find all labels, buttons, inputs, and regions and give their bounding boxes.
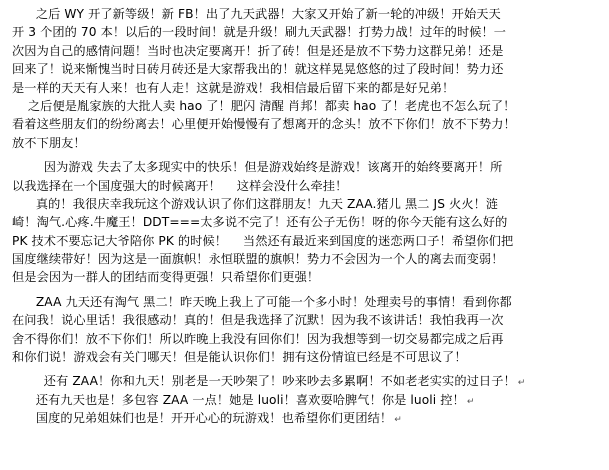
text-line: 以我选择在一个国度强大的时候离开！ 这样会没什么牵挂！ <box>12 178 348 193</box>
paragraph-mark-icon: ↵ <box>394 415 402 426</box>
text-line: 和你们说！游戏会有关门哪天！但是能认识你们！拥有这份情谊已经是不可思议了！ <box>12 350 467 365</box>
text-line: 放不下朋友！ <box>12 135 86 150</box>
paragraph <box>12 5 602 97</box>
text-line: 之后便是胤家族的大批人卖 hao 了！肥闪 清醒 肖邦！都卖 hao 了！老虎也不怎么玩了！ <box>12 98 516 113</box>
text-line: 是一样的天天有人来！也有人走！这就是游戏！我相信最后留下来的都是好兄弟！ <box>12 80 455 95</box>
paragraph <box>12 158 602 195</box>
text-line: 回来了！说来惭愧当时日砖月砖还是大家帮我出的！就这样晃晃悠悠的过了段时间！势力还 <box>12 62 504 77</box>
paragraph <box>12 293 602 367</box>
document-body <box>12 5 602 428</box>
paragraph-mark-icon: ↵ <box>466 396 475 407</box>
text-line: 次因为自己的感情问题！当时也决定要离开！折了砖！但是还是放不下势力这群兄弟！还是 <box>12 43 504 58</box>
paragraph <box>12 372 602 390</box>
text-line <box>12 409 602 427</box>
paragraph-mark-icon: ↵ <box>517 378 526 389</box>
text-line: PK 技术不要忘记大爷陪你 PK 的时候！ 当然还有最近来到国度的迷恋两口子！希望你们把 <box>12 233 514 248</box>
line-text: 还有九天也是！多包容 ZAA 一点！她是 luoli！喜欢耍哈脾气！你是 luoli 控！ <box>12 392 465 407</box>
text-line: 开 3 个团的 70 本！以后的一段时间！就是升级！刷九天武器！打势力战！过年的时候！一 <box>12 25 507 40</box>
text-line: 崎！淘气.心疼.牛魔王！DDT===太多说不完了！还有公子无伤！呀的你今天能有这么好的 <box>12 215 508 230</box>
text-line: 真的！我很庆幸我玩这个游戏认识了你们这群朋友！九天 ZAA.猪儿 黑二 JS 火火！涟 <box>12 196 499 211</box>
line-text: 国度的兄弟姐妹们也是！开开心心的玩游戏！也希望你们更团结！ <box>12 411 393 426</box>
text-line: 舍不得你们！放不下你们！所以昨晚上我没有回你们！因为我想等到一切交易都完成之后再 <box>12 331 504 346</box>
text-line: 看着这些朋友们的纷纷离去！心里便开始慢慢有了想离开的念头！放不下你们！放不下势力！ <box>12 117 516 132</box>
text-line: 国度继续带好！因为这是一面旗帜！永恒联盟的旗帜！势力不会因为一个人的离去而变弱！ <box>12 252 504 267</box>
text-line: 在问我！说心里话！我很感动！真的！但是我选择了沉默！因为我不该讲话！我怕我再一次 <box>12 313 504 328</box>
text-line: 之后 WY 开了新等级！新 FB！出了九天武器！大家又开始了新一轮的冲级！开始天天 <box>12 7 501 21</box>
paragraph <box>12 409 602 427</box>
text-line: 因为游戏 失去了太多现实中的快乐！但是游戏始终是游戏！该离开的始终要离开！所 <box>12 160 503 175</box>
paragraph <box>12 97 602 152</box>
paragraph <box>12 391 602 409</box>
text-line <box>12 391 602 409</box>
line-text: 还有 ZAA！你和九天！别老是一天吵架了！吵来吵去多累啊！不如老老实实的过日子！ <box>12 374 516 389</box>
text-line: 但是会因为一群人的团结而变得更强！只希望你们更强！ <box>12 270 320 285</box>
text-line <box>12 372 602 390</box>
text-line: ZAA 九天还有淘气 黑二！昨天晚上我上了可能一个多小时！处理卖号的事情！看到你都 <box>12 294 512 309</box>
paragraph <box>12 195 602 287</box>
